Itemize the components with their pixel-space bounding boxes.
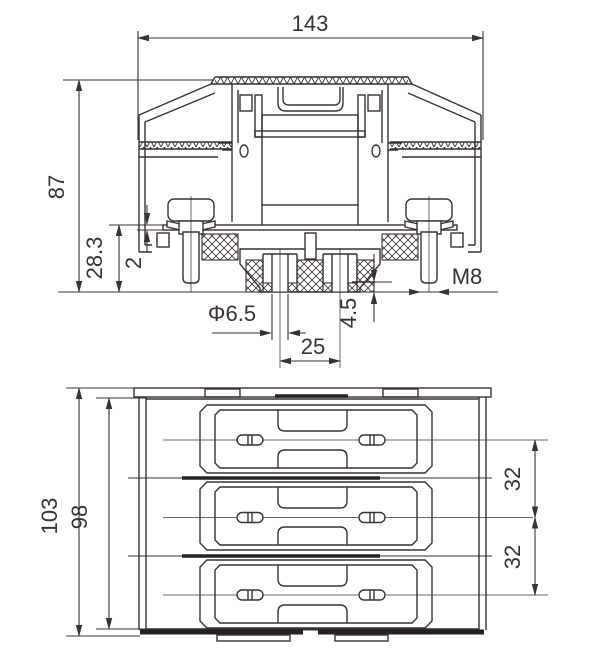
dim-label: 32 (500, 544, 525, 570)
side-wall-left (139, 115, 152, 252)
dim-overall-width (138, 11, 483, 140)
side-wall-right (468, 115, 481, 252)
section-view (44, 11, 498, 368)
dim-label: 103 (37, 497, 62, 535)
bottom-bar (140, 630, 484, 641)
dim-thread (398, 264, 492, 292)
wing-left (139, 142, 232, 157)
pad-left (202, 234, 238, 260)
dim-label: 2 (121, 256, 146, 270)
dim-link-pitch-lower (500, 518, 535, 596)
side-view (37, 388, 548, 641)
dim-label: 28.3 (82, 236, 107, 280)
dim-label: 4.5 (336, 297, 361, 329)
dim-label: Φ6.5 (207, 301, 257, 326)
dim-label: 32 (500, 466, 525, 492)
center-bracket (218, 84, 402, 225)
dim-label: 25 (300, 334, 326, 359)
dim-label: 87 (44, 174, 69, 200)
dim-link-pitch-upper (500, 440, 535, 518)
wing-right (390, 142, 481, 157)
top-lid (134, 388, 491, 397)
dim-label: 98 (67, 504, 92, 530)
outer-shell (139, 84, 481, 122)
pad-right (382, 234, 418, 260)
chain-link-2 (163, 482, 533, 550)
dim-hole-diameter (208, 294, 306, 340)
chain-link-3 (163, 560, 548, 628)
dim-label: M8 (451, 264, 483, 289)
chain-link-1 (163, 405, 548, 473)
dim-hole-pitch (280, 334, 340, 361)
dim-label: 143 (291, 11, 329, 36)
knurled-cap (211, 77, 412, 84)
